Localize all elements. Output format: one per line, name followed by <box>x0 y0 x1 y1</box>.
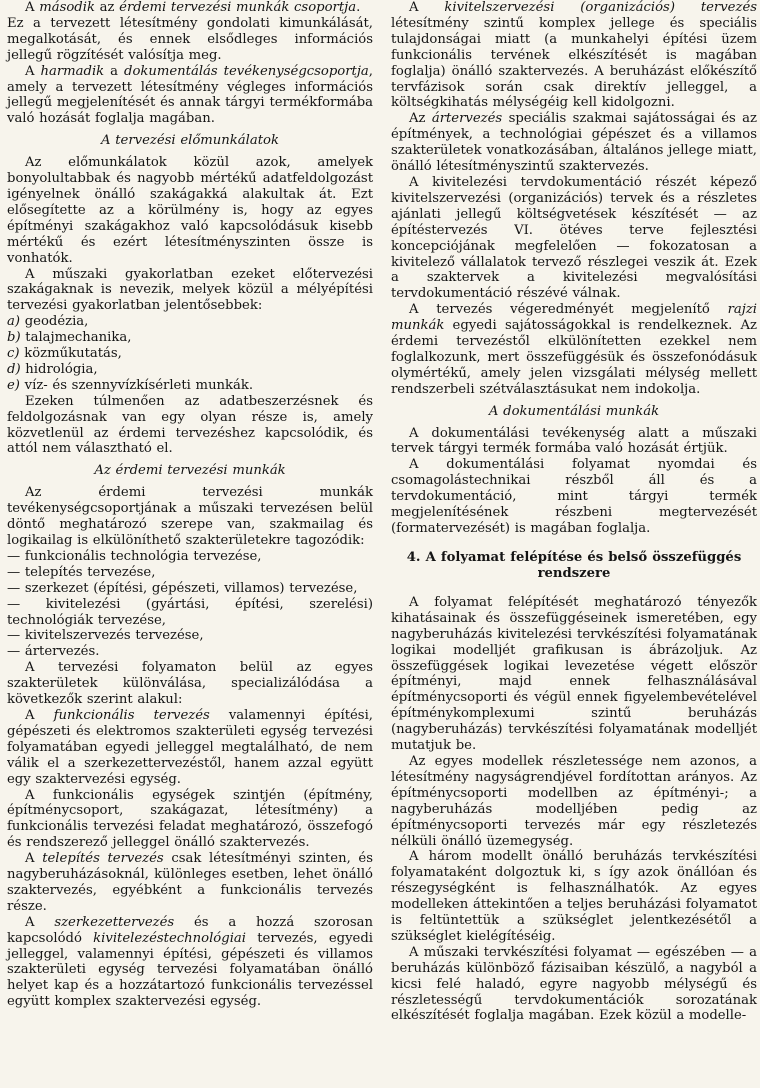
list-item: d) hidrológia, <box>7 361 98 377</box>
section-heading-elomunkalatok: A tervezési előmunkálatok <box>101 133 279 149</box>
list-item: — telepítés tervezése, <box>7 564 156 580</box>
paragraph: A dokumentálási tevékenység alatt a műszaki tervek tárgyi termék formába való hozását értjük. <box>391 425 757 457</box>
section-heading-erdemi: Az érdemi tervezési munkák <box>94 463 286 479</box>
paragraph: Az érdemi tervezési munkák tevékenységcsoportjának a műszaki tervezésen belül döntő meghatározó szerepe van, szakmailag és logikailag is elkülöníthető szakterületekre tagozódik: <box>7 485 373 548</box>
section-heading-4: 4. A folyamat felépítése és belső összefüggés rendszere <box>406 549 742 582</box>
paragraph-artervezes: Az ártervezés speciális szakmai sajátosságai és az építmények, a technológiai gépészet és a villamos szakterületek vonatkozásában, általános jellege miatt, önálló létesítményszintű szaktervezés. <box>391 111 757 175</box>
paragraph: Az egyes modellek részletessége nem azonos, a létesítmény nagyságrendjével fordítottan arányos. Az építménycsoporti modellben az építményi-; a nagyberuházás modelljében pedig az építménycsoporti tervezés már egy részletezés nélküli önálló üzemegység. <box>391 753 757 849</box>
paragraph: A dokumentálási folyamat nyomdai és csomagolástechnikai részből áll és a tervdokumentáció, mint tárgyi termék megjelenítésének részbeni megtervezését (formatervezését) is magában foglalja. <box>391 457 757 536</box>
paragraph: A három modellt önálló beruházás tervkészítési folyamataként dolgoztuk ki, s így azok önállóan és részegységként is felhasználhatók. Az egyes modelleken áttekintően a teljes beruházási folyamatot is feltüntettük a szükséglet jelentkezésétől a szükséglet kielégítéséig. <box>391 849 757 944</box>
paragraph: A tervezési folyamaton belül az egyes szakterületek különválása, specializálódása a következők szerint alakul: <box>7 660 373 708</box>
list-item: — kivitelezési (gyártási, építési, szerelési) technológiák tervezése, <box>7 596 373 628</box>
list-item: e) víz- és szennyvízkísérleti munkák. <box>7 377 254 393</box>
list-item: b) talajmechanika, <box>7 330 132 346</box>
paragraph: A folyamat felépítését meghatározó tényezők kihatásainak és összefüggéseinek ismeretében, egy nagyberuházás kivitelezési tervkészítési folyamatának logikai modelljét grafikusan is ábrázoljuk. Az összefüggések logikai levezetése végett először építményi, majd ennek felhasználásával építménycsoporti és végül ennek figyelembevételével építménykomplexumi szintű beruházás (nagyberuházás) tervkészítési folyamatának modelljét mutatjuk be. <box>391 594 757 754</box>
left-column <box>7 0 373 1010</box>
paragraph-rajzi: A tervezés végeredményét megjelenítő rajzi munkák egyedi sajátosságokkal is rendelkeznek. Az érdemi tervezéstől elkülönítetten ezekkel nem foglalkozunk, mert összefüggésük és összefonódásuk olymértékű, amely jelen vizsgálati mélység mellett rendszerbeli szétválasztásukat nem indokolja. <box>391 302 757 397</box>
list-item: — szerkezet (építési, gépészeti, villamos) tervezése, <box>7 580 358 596</box>
list-item: — ártervezés. <box>7 644 100 660</box>
list-item: — kivitelszervezés tervezése, <box>7 628 204 644</box>
paragraph-third-group: A harmadik a dokumentálás tevékenységcsoportja, amely a tervezett létesítmény végleges információs jellegű megjelenítését és annak tárgyi termékformába való hozását foglalja magában. <box>7 63 373 127</box>
list-item: — funkcionális technológia tervezése, <box>7 548 262 564</box>
paragraph: A műszaki tervkészítési folyamat — egészében — a beruházás különböző fázisaiban készülő, a nagyból a kicsi felé haladó, egyre nagyobb mélységű és részletességű tervdokumentációk sorozatának elkészítését foglalja magában. Ezek közül a modelle- <box>391 944 757 1024</box>
dash-list <box>7 549 373 660</box>
paragraph-szerkezet: A szerkezettervezés és a hozzá szorosan kapcsolódó kivitelezéstechnológiai tervezés, egyedi jelleggel, valamennyi építési, gépészeti és villamos szakterületi egység tervezési folyamatában önálló helyet kap és a hozzátartozó funkcionális tervezéssel együtt komplex szaktervezési egység. <box>7 914 374 1010</box>
paragraph-kivitelszervezes: A kivitelszervezési (organizációs) tervezés létesítmény szintű komplex jellege és speciális tulajdonságai miatt (a munkahelyi építési üzem funkcionális tervének elkészítését is magában foglalja) önálló szaktervezés. A beruházást előkészítő tervfázisok során csak direktív jelleggel, a költségkihatás mélységéig kell kidolgozni. <box>391 0 758 111</box>
paragraph-functional: A funkcionális tervezés valamennyi építési, gépészeti és elektromos szakterületi egység tervezési folyamatában egyedi jelleggel megtalálható, de nem válik el a szerkezettervezéstől, hanem azzal együtt egy szaktervezési egység. <box>7 707 373 787</box>
list-item: c) közműkutatás, <box>7 346 122 362</box>
paragraph: A kivitelezési tervdokumentáció részét képező kivitelszervezési (organizációs) tervek és a részletes ajánlati jellegű költségvetések készítését — az építéstervezés VI. ötéves terve fejlesztési koncepciójának megfelelően — fokozatosan a kivitelező vállalatok tervező részlegei veszik át. Ezek a szaktervek a kivitelezési megvalósítási tervdokumentáció részévé válnak. <box>391 174 757 302</box>
list-item: a) geodézia, <box>7 314 89 330</box>
paragraph: Az előmunkálatok közül azok, amelyek bonyolultabbak és nagyobb mértékű adatfeldolgozást igényelnek önálló szakágakká alakultak át. Ezt elősegítette az a körülmény is, hogy az egyes építményi szakágakhoz való kapcsolódásuk kisebb mértékű és ezért létesítményszinten össze is vonhatók. <box>7 155 373 266</box>
paragraph: Ezeken túlmenően az adatbeszerzésnek és feldolgozásnak van egy olyan része is, amely közvetlenül az érdemi tervezéshez kapcsolódik, és attól nem választható el. <box>7 393 373 457</box>
paragraph: A funkcionális egységek szintjén (építmény, építménycsoport, szakágazat, létesítmény) a funkcionális tervezési feladat meghatározó, összefogó és rendszerező jelleggel önálló szaktervezés. <box>7 787 373 851</box>
paragraph-second-group: A második az érdemi tervezési munkák csoportja. <box>25 0 361 15</box>
paragraph: A műszaki gyakorlatban ezeket előtervezési szakágaknak is nevezik, melyek közül a mélyépítési tervezési gyakorlatban jelentősebbek: <box>7 266 373 314</box>
lettered-list <box>7 314 373 394</box>
section-heading-dokumentalasi: A dokumentálási munkák <box>488 403 660 419</box>
right-column <box>391 0 757 1024</box>
paragraph-telepites: A telepítés tervezés csak létesítményi szinten, és nagyberuházásoknál, különleges esetben, lehet önálló szaktervezés, egyébként a funkcionális tervezés része. <box>7 851 373 914</box>
paragraph: Ez a tervezett létesítmény gondolati kimunkálását, megalkotását, és ennek elsődleges információs jellegű rögzítését valósítja meg. <box>7 15 373 63</box>
